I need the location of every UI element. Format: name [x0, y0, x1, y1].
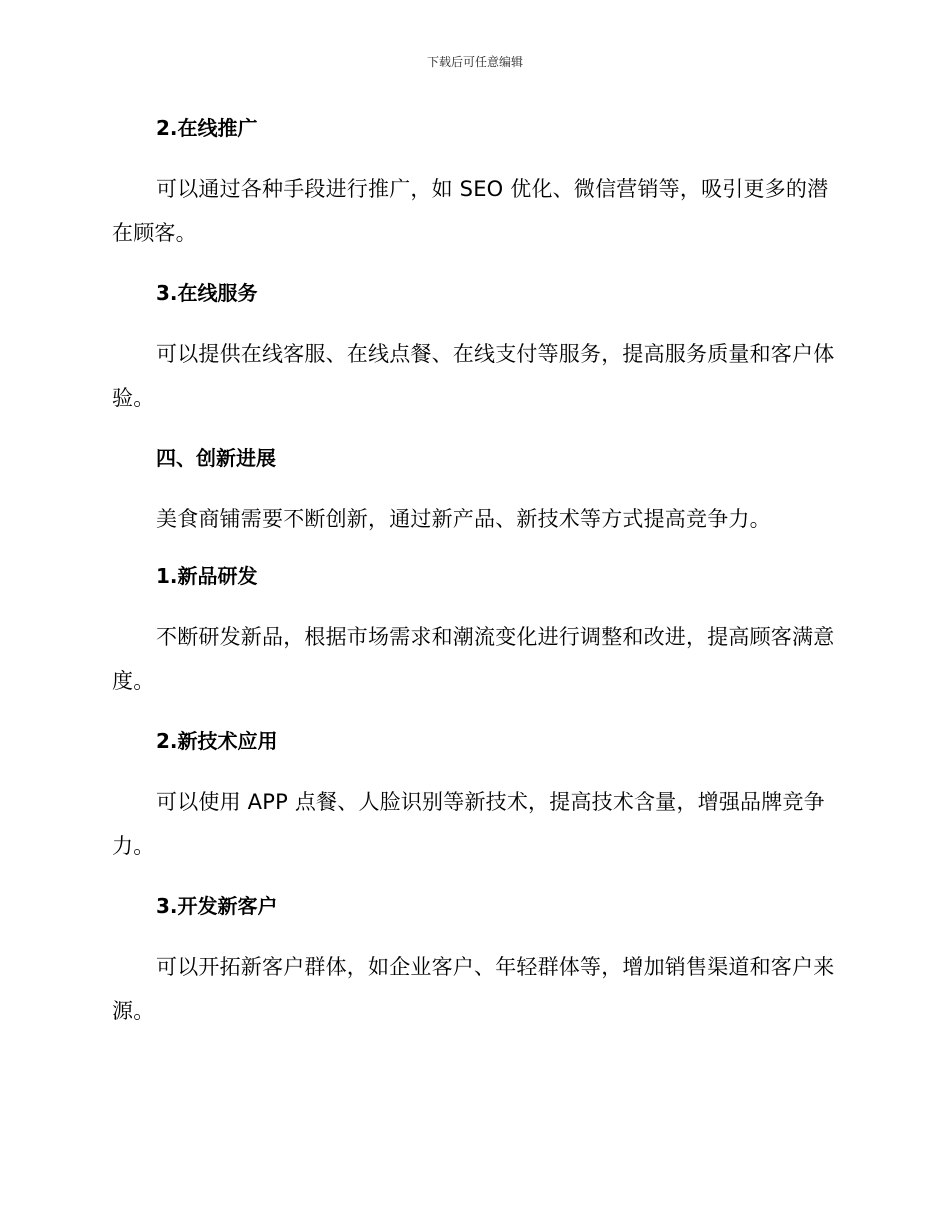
- document-body: [112, 108, 839, 1051]
- paragraph-online-service: 可以提供在线客服、在线点餐、在线支付等服务，提高服务质量和客户体验。: [112, 342, 835, 410]
- paragraph-new-technology-application: 可以使用 APP 点餐、人脸识别等新技术，提高技术含量，增强品牌竞争力。: [112, 790, 825, 858]
- paragraph-innovation-progress: 美食商铺需要不断创新，通过新产品、新技术等方式提高竞争力。: [156, 507, 771, 531]
- section-heading-new-product-development: 1.新品研发: [156, 564, 258, 588]
- page-header: 下载后可任意编辑: [426, 55, 523, 69]
- section-heading-new-customer-development: 3.开发新客户: [156, 894, 278, 918]
- section-heading-new-technology-application: 2.新技术应用: [156, 729, 278, 753]
- paragraph-online-promotion: 可以通过各种手段进行推广，如 SEO 优化、微信营销等，吸引更多的潜在顾客。: [112, 177, 829, 245]
- paragraph-new-customer-development: 可以开拓新客户群体，如企业客户、年轻群体等，增加销售渠道和客户来源。: [112, 955, 835, 1023]
- section-heading-online-promotion: 2.在线推广: [156, 116, 258, 140]
- section-heading-online-service: 3.在线服务: [156, 281, 258, 305]
- paragraph-new-product-development: 不断研发新品，根据市场需求和潮流变化进行调整和改进，提高顾客满意度。: [112, 625, 835, 693]
- section-heading-innovation-progress: 四、创新进展: [156, 446, 276, 470]
